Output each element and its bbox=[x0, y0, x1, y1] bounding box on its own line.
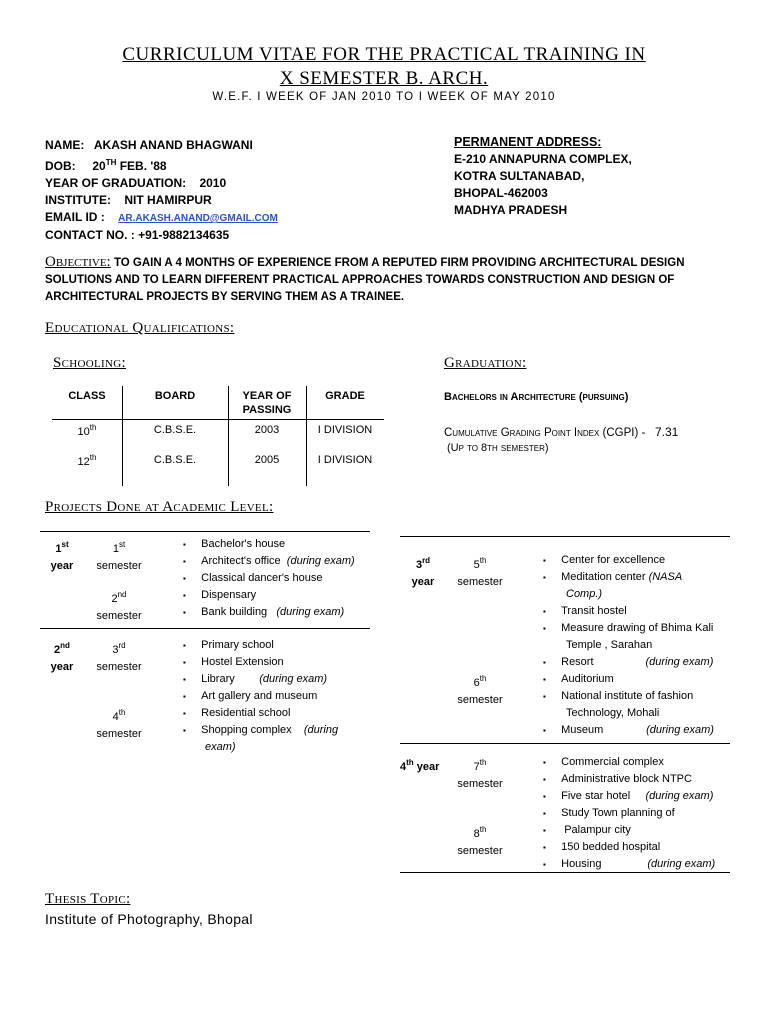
address-line: KOTRA SULTANABAD, bbox=[454, 169, 585, 183]
table-cell-grade: I DIVISION bbox=[317, 424, 373, 436]
table-cell-year: 2003 bbox=[254, 424, 280, 436]
wef-line: W.E.F. I WEEK OF JAN 2010 TO I WEEK OF MAY 2010 bbox=[212, 91, 556, 103]
cv-title-line2: X SEMESTER B. ARCH. bbox=[279, 68, 489, 89]
cgpi-value: 7.31 bbox=[654, 425, 679, 439]
graduation-heading: Graduation: bbox=[444, 355, 527, 371]
semester-4-label: 4th semester bbox=[96, 708, 142, 740]
list-item: ▪ Dispensary bbox=[183, 589, 257, 601]
address-heading: PERMANENT ADDRESS: bbox=[454, 135, 602, 149]
grad-year-label: YEAR OF GRADUATION: bbox=[45, 176, 187, 190]
year-4-label: 4th year bbox=[400, 758, 440, 773]
semester-3-label: 3rd semester bbox=[96, 641, 142, 673]
objective-heading: Objective: bbox=[45, 254, 111, 270]
cv-title-line1: CURRICULUM VITAE FOR THE PRACTICAL TRAINING IN bbox=[122, 44, 646, 65]
list-item: ▪ Bachelor's house bbox=[183, 538, 286, 550]
left-project-list-2 bbox=[183, 637, 338, 756]
list-item: ▪ Shopping complex (during bbox=[183, 724, 339, 736]
list-item: exam) bbox=[205, 741, 236, 753]
projects-heading: Projects Done at Academic Level: bbox=[45, 499, 274, 515]
thesis-topic: Institute of Photography, Bhopal bbox=[45, 911, 253, 927]
name-value: AKASH ANAND BHAGWANI bbox=[93, 138, 253, 152]
list-item: ▪ Measure drawing of Bhima Kali bbox=[543, 622, 714, 634]
dob-day: 20 bbox=[92, 159, 106, 173]
right-project-list bbox=[543, 552, 714, 739]
address-line: BHOPAL-462003 bbox=[454, 186, 548, 200]
degree-text: Bachelors in Architecture (pursuing) bbox=[444, 391, 629, 403]
right-project-list-2 bbox=[543, 754, 715, 873]
table-cell-grade: I DIVISION bbox=[317, 454, 373, 466]
list-item: ▪ Residential school bbox=[183, 707, 291, 719]
col-header-grade: GRADE bbox=[325, 390, 365, 402]
education-heading: Educational Qualifications: bbox=[45, 320, 235, 336]
institute-value: NIT HAMIRPUR bbox=[124, 193, 212, 207]
list-item: ▪ Commercial complex bbox=[543, 756, 664, 768]
list-item: ▪ Classical dancer's house bbox=[183, 572, 323, 584]
list-item: Technology, Mohali bbox=[566, 707, 660, 719]
col-header-year: YEAR OF bbox=[242, 390, 292, 402]
table-cell-class: 10th bbox=[77, 423, 97, 438]
list-item: ▪ Hostel Extension bbox=[183, 656, 284, 668]
schooling-table bbox=[52, 386, 384, 486]
semester-6-label: 6th semester bbox=[457, 674, 503, 706]
list-item: ▪ Auditorium bbox=[543, 673, 614, 685]
left-table-mid-rule bbox=[40, 628, 370, 629]
table-divider bbox=[52, 419, 384, 420]
semester-7-label: 7th semester bbox=[457, 758, 503, 790]
left-project-list bbox=[183, 536, 355, 621]
col-header-class: CLASS bbox=[68, 390, 106, 402]
table-cell-board: C.B.S.E. bbox=[153, 424, 197, 436]
thesis-heading: Thesis Topic: bbox=[45, 891, 131, 907]
list-item: ▪ Art gallery and museum bbox=[183, 690, 318, 702]
list-item: ▪ Palampur city bbox=[543, 824, 631, 836]
personal-info bbox=[45, 137, 278, 244]
email-label: EMAIL ID : bbox=[45, 210, 105, 224]
year-1-label: 1st year bbox=[50, 540, 74, 572]
right-table-top-rule bbox=[400, 536, 730, 537]
cgpi-line bbox=[444, 425, 678, 439]
right-table-mid-rule bbox=[400, 743, 730, 744]
address-block bbox=[454, 134, 632, 219]
list-item: ▪ Meditation center (NASA bbox=[543, 571, 683, 583]
objective-line: SOLUTIONS AND TO LEARN DIFFERENT PRACTICAL APPROACHES TOWARDS CONSTRUCTION AND DESIGN OF bbox=[45, 274, 675, 286]
semester-8-label: 8th semester bbox=[457, 825, 503, 857]
left-table-top-rule bbox=[40, 531, 370, 532]
contact-label: CONTACT NO. : bbox=[45, 228, 135, 242]
list-item: ▪ Study Town planning of bbox=[543, 807, 675, 819]
list-item: ▪ Primary school bbox=[183, 639, 274, 651]
contact-value: +91-9882134635 bbox=[138, 228, 230, 242]
institute-label: INSTITUTE: bbox=[45, 193, 111, 207]
list-item: ▪ National institute of fashion bbox=[543, 690, 694, 702]
list-item: ▪ Administrative block NTPC bbox=[543, 773, 692, 785]
name-label: NAME: bbox=[45, 138, 85, 152]
list-item: ▪ Five star hotel (during exam) bbox=[543, 790, 714, 802]
col-header-year-2: PASSING bbox=[242, 404, 292, 416]
semester-5-label: 5th semester bbox=[457, 556, 503, 588]
list-item: ▪ Housing (during exam) bbox=[543, 858, 716, 870]
year-3-label: 3rd year bbox=[411, 556, 435, 588]
list-item: ▪ Bank building (during exam) bbox=[183, 606, 345, 618]
address-line: MADHYA PRADESH bbox=[454, 203, 568, 217]
dob-sup: TH bbox=[105, 158, 117, 167]
table-cell-year: 2005 bbox=[254, 454, 280, 466]
list-item: ▪ Center for excellence bbox=[543, 554, 666, 566]
list-item: ▪ 150 bedded hospital bbox=[543, 841, 661, 853]
semester-2-label: 2nd semester bbox=[96, 590, 142, 622]
list-item: ▪ Transit hostel bbox=[543, 605, 627, 617]
cgpi-note: (Up to 8th semester) bbox=[447, 442, 549, 454]
objective-line: ARCHITECTURAL PROJECTS BY SERVING THEM AS A TRAINEE. bbox=[45, 291, 405, 303]
list-item: ▪ Architect's office (during exam) bbox=[183, 555, 355, 567]
list-item: Comp.) bbox=[566, 588, 603, 600]
table-cell-class: 12th bbox=[77, 453, 97, 468]
list-item: ▪ Library (during exam) bbox=[183, 673, 328, 685]
objective-block bbox=[45, 254, 745, 306]
list-item: Temple , Sarahan bbox=[566, 639, 653, 651]
list-item: ▪ Resort (during exam) bbox=[543, 656, 714, 668]
year-2-label: 2nd year bbox=[50, 641, 74, 673]
dob-label: DOB: bbox=[45, 159, 76, 173]
list-item: ▪ Museum (during exam) bbox=[543, 724, 714, 736]
cgpi-label: Cumulative Grading Point Index (CGPI) - bbox=[444, 427, 646, 439]
schooling-heading: Schooling: bbox=[53, 355, 126, 371]
email-link[interactable]: AR.AKASH.ANAND@GMAIL.COM bbox=[118, 213, 278, 224]
address-line: E-210 ANNAPURNA COMPLEX, bbox=[454, 152, 632, 166]
objective-line: TO GAIN A 4 MONTHS OF EXPERIENCE FROM A REPUTED FIRM PROVIDING ARCHITECTURAL DESIGN bbox=[113, 257, 685, 269]
semester-1-label: 1st semester bbox=[96, 540, 142, 572]
dob-rest: FEB. '88 bbox=[119, 159, 167, 173]
grad-year-value: 2010 bbox=[199, 176, 227, 190]
table-cell-board: C.B.S.E. bbox=[153, 454, 197, 466]
col-header-board: BOARD bbox=[154, 390, 196, 402]
